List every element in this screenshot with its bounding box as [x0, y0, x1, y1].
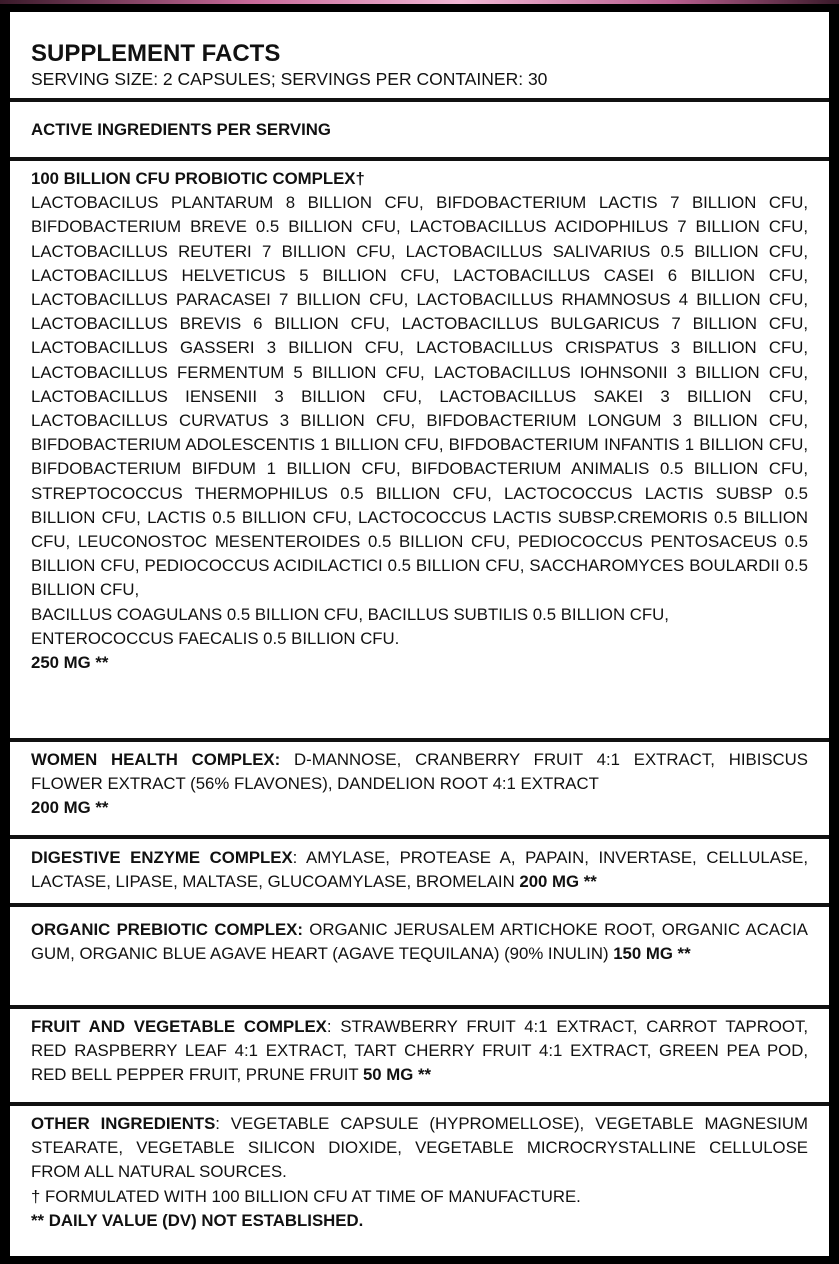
digestive-section: [10, 846, 829, 894]
header-section: [10, 40, 829, 90]
digestive-amount: 200 MG **: [519, 872, 597, 892]
women-heading: WOMEN HEALTH COMPLEX:: [31, 750, 281, 769]
probiotic-strains-3: ENTEROCOCCUS FAECALIS 0.5 BILLION CFU.: [31, 628, 400, 648]
women-ingredients: D-MANNOSE, CRANBERRY FRUIT 4:1 EXTRACT, HIBISCUS FLOWER EXTRACT (56% FLAVONES), DANDELION ROOT 4:1 EXTRACT: [31, 750, 808, 794]
divider: [10, 903, 829, 907]
probiotic-section: [10, 167, 829, 675]
prebiotic-amount: 150 MG **: [613, 944, 691, 964]
divider: [10, 1102, 829, 1106]
probiotic-amount: 250 MG **: [31, 653, 109, 673]
divider: [10, 1005, 829, 1009]
fruit-amount: 50 MG **: [362, 1065, 432, 1085]
fruit-section: [10, 1015, 829, 1088]
divider: [10, 835, 829, 839]
supplement-facts-panel: [10, 12, 829, 1256]
active-heading-section: [10, 118, 829, 142]
other-heading: OTHER INGREDIENTS: [31, 1114, 216, 1133]
active-ingredients-heading: ACTIVE INGREDIENTS PER SERVING: [31, 120, 331, 139]
top-accent-bar: [0, 0, 839, 4]
footnote-dv: ** DAILY VALUE (DV) NOT ESTABLISHED.: [31, 1210, 364, 1230]
footnote-cfu: † FORMULATED WITH 100 BILLION CFU AT TIME OF MANUFACTURE.: [31, 1186, 581, 1206]
serving-size: SERVING SIZE: 2 CAPSULES; SERVINGS PER CONTAINER: 30: [31, 69, 548, 89]
page-title: SUPPLEMENT FACTS: [31, 40, 281, 67]
probiotic-strains: LACTOBACILUS PLANTARUM 8 BILLION CFU, BIFDOBACTERIUM LACTIS 7 BILLION CFU, BIFDOBACTERIUM BREVE 0.5 BILLION CFU, LACTOBACILLUS ACIDOPHILUS 7 BILLION CFU, LACTOBACILLUS REUTERI 7 BILLION CFU, LACTOBACILLUS SALIVARIUS 0.5 BILLION CFU, LACTOBACILLUS HELVETICUS 5 BILLION CFU, LACTOBACILLUS CASEI 6 BILLION CFU, LACTOBACILLUS PARACASEI 7 BILLION CFU, LACTOBACILLUS RHAMNOSUS 4 BILLION CFU, LACTOBACILLUS BREVIS 6 BILLION CFU, LACTOBACILLUS BULGARICUS 7 BILLION CFU, LACTOBACILLUS GASSERI 3 BILLION CFU, LACTOBACILLUS CRISPATUS 3 BILLION CFU, LACTOBACILLUS FERMENTUM 5 BILLION CFU, LACTOBACILLUS IOHNSONII 3 BILLION CFU, LACTOBACILLUS IENSENII 3 BILLION CFU, LACTOBACILLUS SAKEI 3 BILLION CFU, LACTOBACILLUS CURVATUS 3 BILLION CFU, BIFDOBACTERIUM LONGUM 3 BILLION CFU, BIFDOBACTERIUM ADOLESCENTIS 1 BILLION CFU, BIFDOBACTERIUM INFANTIS 1 BILLION CFU, BIFDOBACTERIUM BIFDUM 1 BILLION CFU, BIFDOBACTERIUM ANIMALIS 0.5 BILLION CFU, STREPTOCOCCUS THERMOPHILUS 0.5 BILLION CFU, LACTOCOCCUS LACTIS SUBSP 0.5 BILLION CFU, LACTIS 0.5 BILLION CFU, LACTOCOCCUS LACTIS SUBSP.CREMORIS 0.5 BILLION CFU, LEUCONOSTOC MESENTEROIDES 0.5 BILLION CFU, PEDIOCOCCUS PENTOSACEUS 0.5 BILLION CFU, PEDIOCOCCUS ACIDILACTICI 0.5 BILLION CFU, SACCHAROMYCES BOULARDII 0.5 BILLION CFU,: [31, 193, 808, 600]
digestive-heading: DIGESTIVE ENZYME COMPLEX: [31, 848, 293, 867]
women-amount: 200 MG **: [31, 798, 109, 818]
prebiotic-ingredients: ORGANIC JERUSALEM ARTICHOKE ROOT, ORGANIC ACACIA GUM, ORGANIC BLUE AGAVE HEART (AGAVE TEQUILANA) (90% INULIN): [31, 920, 809, 964]
other-ingredients: : VEGETABLE CAPSULE (HYPROMELLOSE), VEGETABLE MAGNESIUM STEARATE, VEGETABLE SILICON DIOXIDE, VEGETABLE MICROCRYSTALLINE CELLULOSE FROM ALL NATURAL SOURCES.: [31, 1114, 808, 1182]
fruit-heading: FRUIT AND VEGETABLE COMPLEX: [31, 1017, 327, 1036]
divider: [10, 98, 829, 102]
probiotic-strains-2: BACILLUS COAGULANS 0.5 BILLION CFU, BACILLUS SUBTILIS 0.5 BILLION CFU,: [31, 604, 669, 624]
prebiotic-section: [10, 918, 829, 966]
divider: [10, 157, 829, 161]
probiotic-heading: 100 BILLION CFU PROBIOTIC COMPLEX†: [31, 169, 365, 188]
divider: [10, 738, 829, 742]
prebiotic-heading: ORGANIC PREBIOTIC COMPLEX:: [31, 920, 303, 939]
women-section: [10, 748, 829, 821]
fruit-ingredients: : STRAWBERRY FRUIT 4:1 EXTRACT, CARROT TAPROOT, RED RASPBERRY LEAF 4:1 EXTRACT, TART CHERRY FRUIT 4:1 EXTRACT, GREEN PEA POD, RED BELL PEPPER FRUIT, PRUNE FRUIT: [31, 1017, 809, 1085]
other-section: [10, 1112, 829, 1233]
digestive-ingredients: : AMYLASE, PROTEASE A, PAPAIN, INVERTASE, CELLULASE, LACTASE, LIPASE, MALTASE, GLUCOAMYLASE, BROMELAIN: [31, 848, 808, 892]
